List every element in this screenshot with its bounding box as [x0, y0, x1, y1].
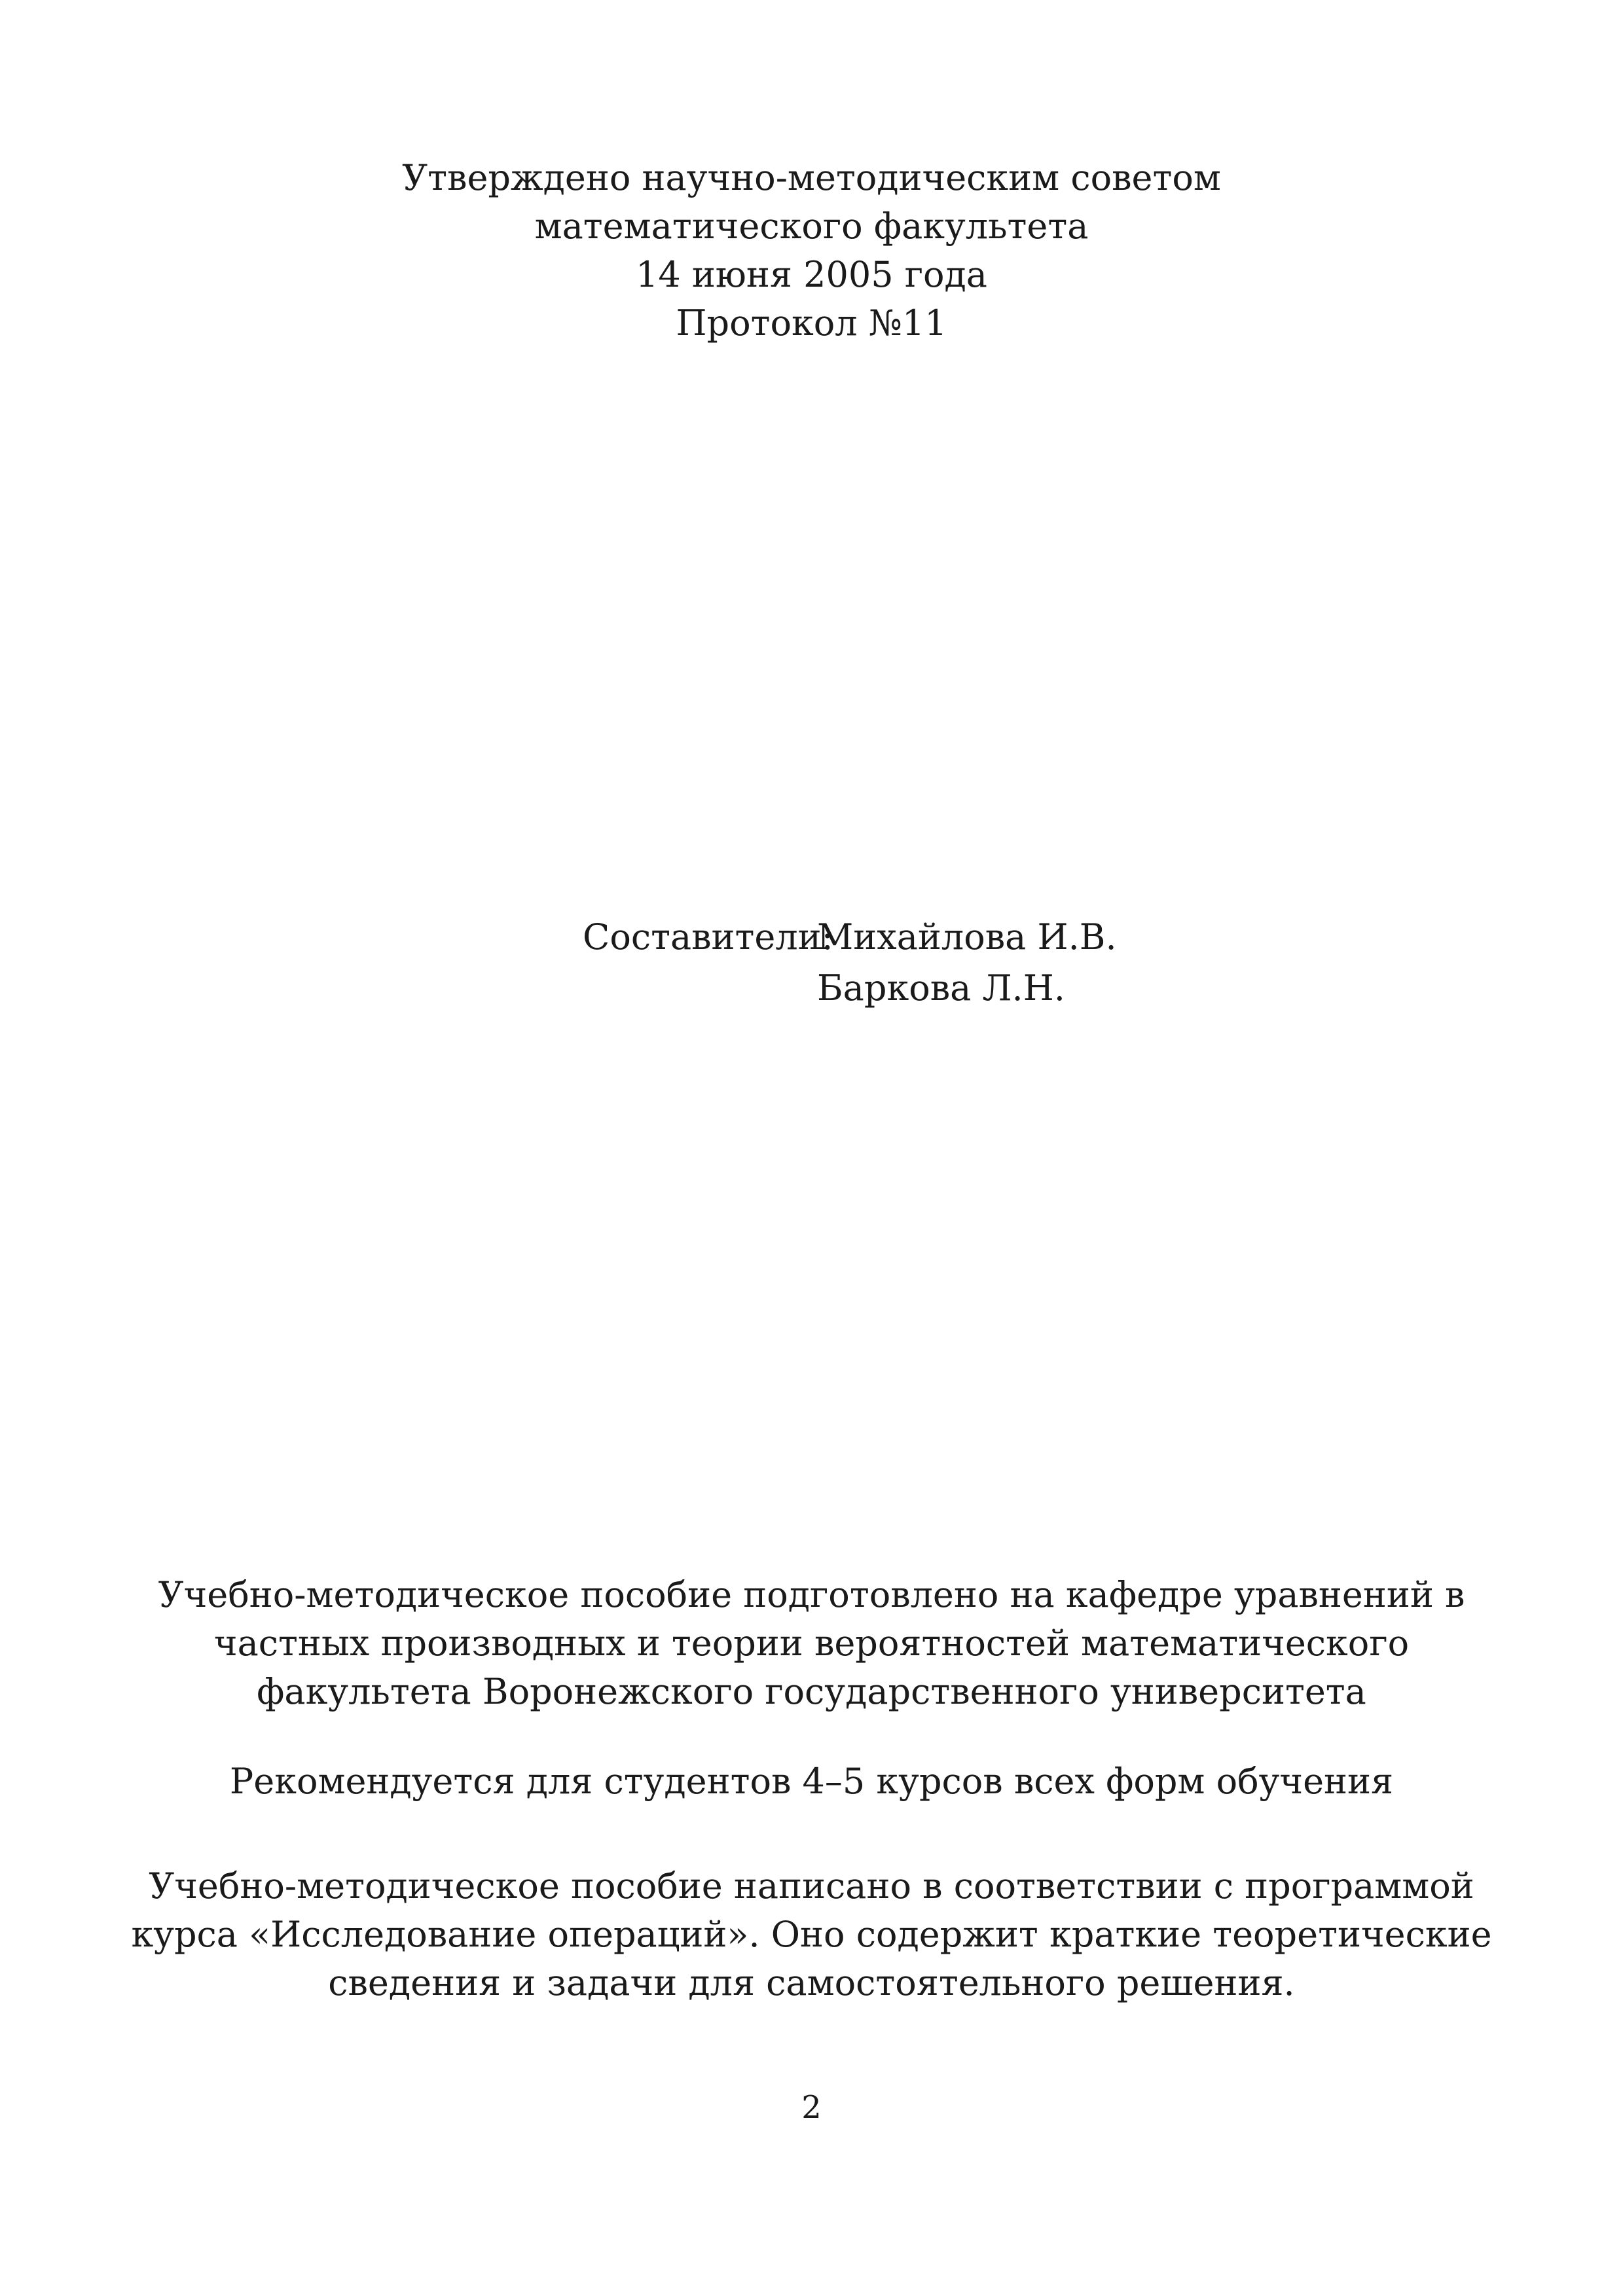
- description-block: [0, 1862, 1623, 2007]
- description-line: курса «Исследование операций». Оно содержит краткие теоретические: [131, 1914, 1492, 1955]
- approval-line: математического факультета: [534, 206, 1089, 247]
- recommendation-block: [0, 1757, 1623, 1806]
- description-line: Учебно-методическое пособие написано в соответствии с программой: [149, 1865, 1474, 1907]
- recommendation-line: Рекомендуется для студентов 4–5 курсов всех форм обучения: [229, 1761, 1394, 1802]
- annotation-line: Учебно-методическое пособие подготовлено на кафедре уравнений в: [158, 1574, 1465, 1615]
- approval-block: [0, 154, 1623, 348]
- compilers-label: Составители:: [583, 916, 833, 958]
- approval-line: Утверждено научно-методическим советом: [402, 157, 1221, 198]
- annotation-line: факультета Воронежского государственного университета: [257, 1671, 1366, 1712]
- compilers-block: [0, 913, 1623, 1018]
- annotation-line: частных производных и теории вероятностей математического: [213, 1623, 1410, 1664]
- description-line: сведения и задачи для самостоятельного решения.: [328, 1962, 1295, 2003]
- approval-line: 14 июня 2005 года: [636, 254, 987, 295]
- compiler-name: Баркова Л.Н.: [817, 967, 1065, 1009]
- approval-line: Протокол №11: [676, 302, 947, 344]
- compiler-name: Михайлова И.В.: [817, 916, 1117, 958]
- page-number: 2: [801, 2089, 822, 2126]
- annotation-block: [0, 1571, 1623, 1716]
